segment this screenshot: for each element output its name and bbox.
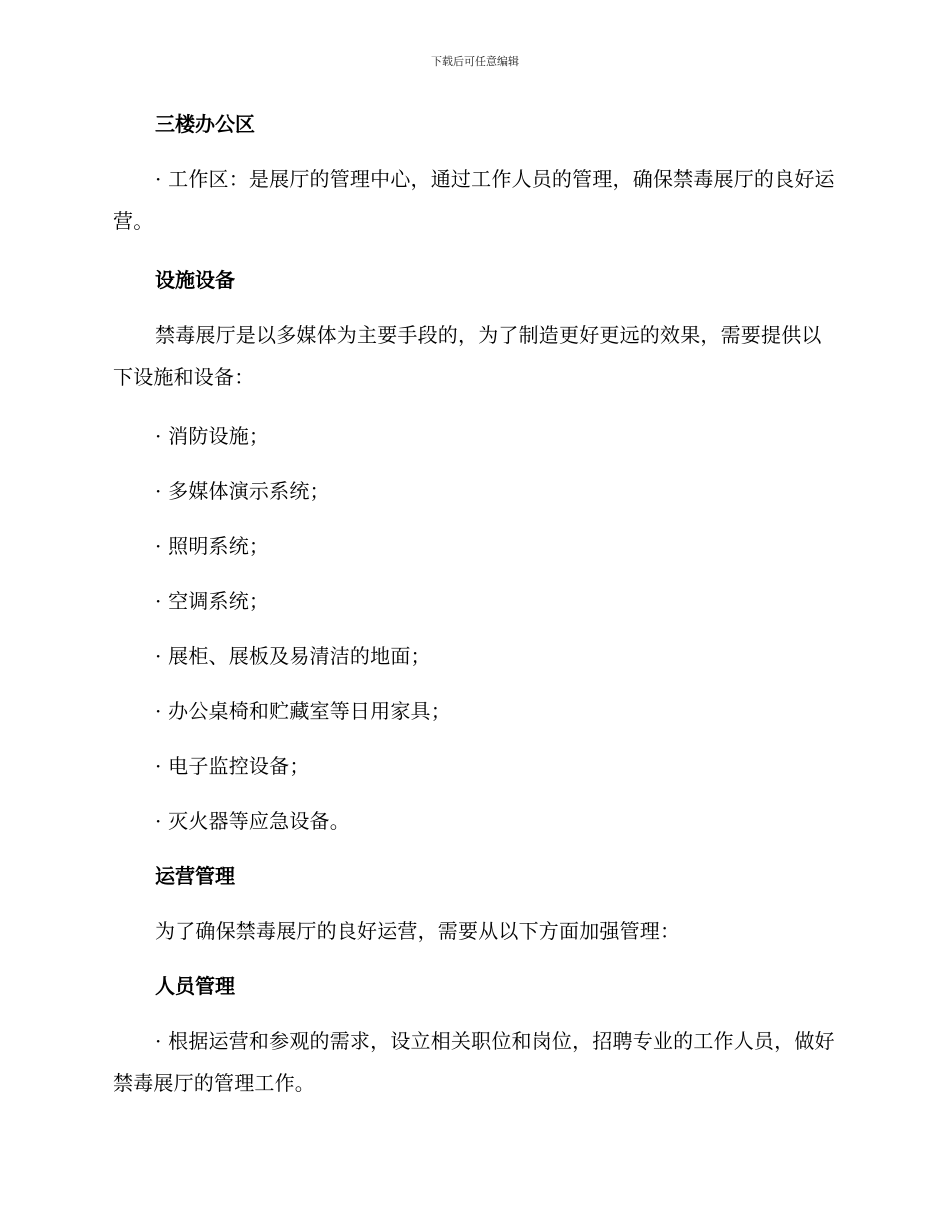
list-item-lighting-system: · 照明系统； — [155, 534, 270, 558]
list-item-emergency-equipment: · 灭火器等应急设备。 — [155, 809, 350, 833]
list-item-monitoring-equipment: · 电子监控设备； — [155, 754, 310, 778]
list-item-office-furniture: · 办公桌椅和贮藏室等日用家具； — [155, 699, 451, 723]
section-heading-personnel: 人员管理 — [155, 974, 235, 998]
list-item-multimedia-system: · 多媒体演示系统； — [155, 479, 330, 503]
document-body — [113, 108, 838, 1126]
section-heading-facilities: 设施设备 — [155, 268, 235, 292]
list-item-air-conditioning: · 空调系统； — [155, 589, 270, 613]
paragraph-operations-intro: 为了确保禁毒展厅的良好运营，需要从以下方面加强管理： — [155, 919, 681, 943]
paragraph-facilities-intro: 禁毒展厅是以多媒体为主要手段的，为了制造更好更远的效果，需要提供以下设施和设备： — [113, 323, 822, 389]
section-heading-operations: 运营管理 — [155, 864, 235, 888]
list-item-fire-facilities: · 消防设施； — [155, 424, 270, 448]
paragraph-work-area: · 工作区：是展厅的管理中心，通过工作人员的管理，确保禁毒展厅的良好运营。 — [113, 167, 835, 233]
list-item-display-cabinets: · 展柜、展板及易清洁的地面； — [155, 644, 431, 668]
page-header: 下载后可任意编辑 — [431, 55, 519, 68]
paragraph-personnel: · 根据运营和参观的需求，设立相关职位和岗位，招聘专业的工作人员，做好禁毒展厅的管理工作。 — [113, 1029, 835, 1095]
section-heading-third-floor-office: 三楼办公区 — [155, 112, 255, 136]
